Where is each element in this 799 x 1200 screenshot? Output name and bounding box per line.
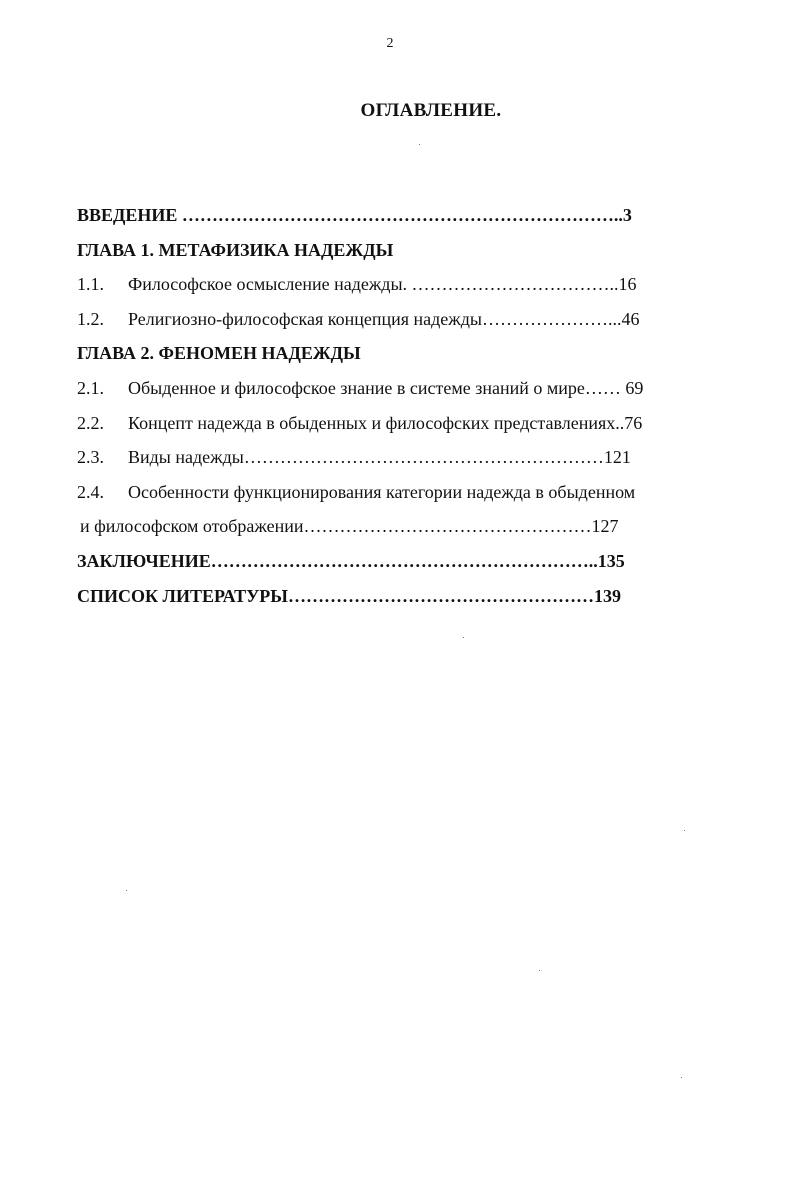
toc-entry-text: Особенности функционирования категории надежда в обыденном (128, 481, 636, 502)
toc-entry-1-1[interactable] (77, 267, 717, 302)
toc-entry-text: Обыденное и философское знание в системе знаний о мире…… 69 (128, 377, 644, 398)
toc-entry-text: и философском отображении…………………………………………127 (80, 516, 619, 537)
toc-entry-2-4[interactable] (77, 475, 717, 510)
page-number: 2 (386, 36, 394, 51)
toc-entry-number: 1.1. (77, 274, 104, 295)
toc-entry-2-2[interactable] (77, 406, 717, 441)
toc-entry-number: 2.4. (77, 481, 104, 502)
scan-speck (539, 970, 540, 971)
scan-speck (463, 637, 464, 638)
toc-entry-1-2[interactable] (77, 302, 717, 337)
toc-entry-text: СПИСОК ЛИТЕРАТУРЫ……………………………………………139 (77, 585, 621, 606)
toc-entry-conclusion[interactable] (77, 544, 717, 579)
toc-entry-number: 2.2. (77, 412, 104, 433)
toc-chapter-2-heading[interactable] (77, 336, 717, 371)
toc-entry-introduction[interactable] (77, 198, 717, 233)
toc-entry-text: Религиозно-философская концепция надежды…………………...46 (128, 308, 640, 329)
scan-speck (681, 1077, 682, 1078)
table-of-contents (77, 198, 717, 613)
toc-chapter-1-heading[interactable] (77, 233, 717, 268)
toc-entry-text: ГЛАВА 1. МЕТАФИЗИКА НАДЕЖДЫ (77, 239, 394, 260)
toc-entry-text: ГЛАВА 2. ФЕНОМЕН НАДЕЖДЫ (77, 343, 361, 364)
toc-entry-text: Виды надежды……………………………………………………121 (128, 447, 631, 468)
toc-entry-text: ЗАКЛЮЧЕНИЕ………………………………………………………..135 (77, 550, 625, 571)
toc-entry-references[interactable] (77, 579, 717, 614)
toc-entry-number: 2.3. (77, 447, 104, 468)
toc-entry-number: 1.2. (77, 308, 104, 329)
page-title: ОГЛАВЛЕНИЕ. (360, 100, 502, 121)
toc-entry-2-1[interactable] (77, 371, 717, 406)
toc-entry-text: Концепт надежда в обыденных и философских представлениях..76 (128, 412, 643, 433)
toc-entry-text: Философское осмысление надежды. ……………………………..16 (128, 274, 637, 295)
toc-entry-number: 2.1. (77, 377, 104, 398)
scan-speck (684, 830, 685, 831)
toc-entry-2-4-continuation[interactable] (77, 509, 717, 544)
toc-entry-2-3[interactable] (77, 440, 717, 475)
scan-speck (419, 144, 420, 145)
scan-speck (126, 890, 127, 891)
toc-entry-text: ВВЕДЕНИЕ ………………………………………………………………..3 (77, 205, 632, 225)
